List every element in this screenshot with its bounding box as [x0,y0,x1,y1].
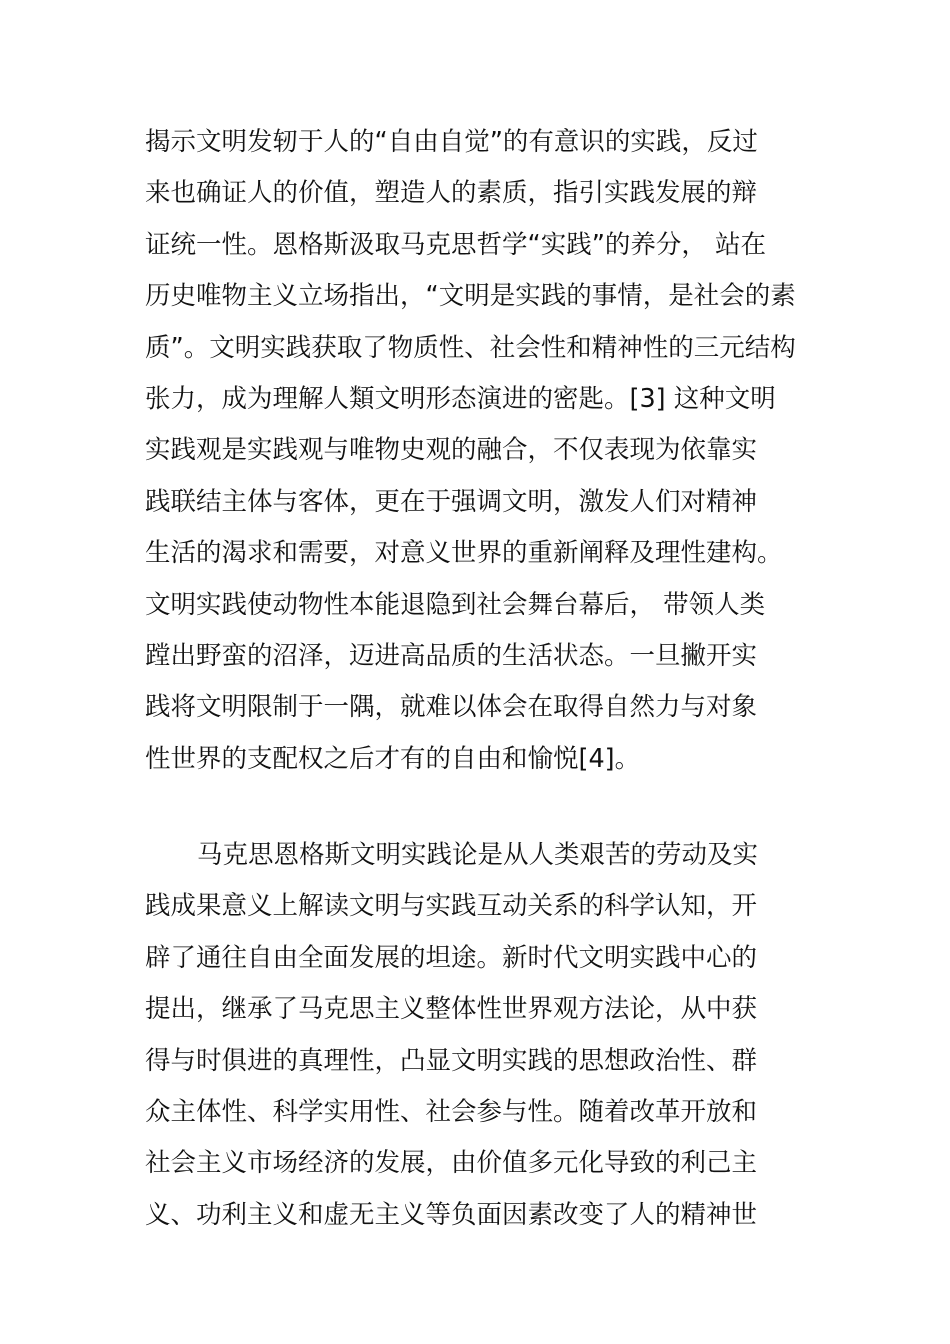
text-line: 实践观是实践观与唯物史观的融合，不仅表现为依靠实 [145,435,758,466]
text-line: 文明实践使动物性本能退隐到社会舞台幕后， 带领人类 [145,589,766,620]
text-line: 质”。文明实践获取了物质性、社会性和精神性的三元结构 [145,332,796,363]
text-line: 社会主义市场经济的发展，由价值多元化导致的利己主 [145,1148,758,1179]
text-line: 蹚出野蛮的沼泽，迈进高品质的生活状态。一旦撇开实 [145,640,758,671]
text-line: 提出，继承了马克思主义整体性世界观方法论，从中获 [145,994,758,1025]
text-line: 历史唯物主义立场指出，“文明是实践的事情，是社会的素 [145,281,796,312]
text-line: 践成果意义上解读文明与实践互动关系的科学认知，开 [145,891,758,922]
text-line: 辟了通往自由全面发展的坦途。新时代文明实践中心的 [145,942,758,973]
text-line: 践联结主体与客体，更在于强调文明，激发人们对精神 [145,486,758,517]
paragraph-2 [145,830,820,1241]
text-line: 证统一性。恩格斯汲取马克思哲学“实践”的养分， 站在 [145,229,767,260]
text-line: 义、功利主义和虚无主义等负面因素改变了人的精神世 [145,1199,758,1230]
text-line: 践将文明限制于一隅，就难以体会在取得自然力与对象 [145,692,758,723]
text-line: 性世界的支配权之后才有的自由和愉悦[4]。 [145,743,641,774]
text-line: 揭示文明发轫于人的“自由自觉”的有意识的实践，反过 [145,127,758,157]
text-line: 得与时俱进的真理性，凸显文明实践的思想政治性、群 [145,1045,758,1076]
text-line: 张力，成为理解人類文明形态演进的密匙。[3] 这种文明 [145,383,776,414]
text-line: 来也确证人的价值，塑造人的素质，指引实践发展的辩 [145,178,758,209]
text-line: 生活的渴求和需要，对意义世界的重新阐释及理性建构。 [145,538,783,569]
text-line-indented: 马克思恩格斯文明实践论是从人类艰苦的劳动及实 [197,840,759,870]
paragraph-1 [145,117,820,785]
text-line: 众主体性、科学实用性、社会参与性。随着改革开放和 [145,1096,758,1127]
